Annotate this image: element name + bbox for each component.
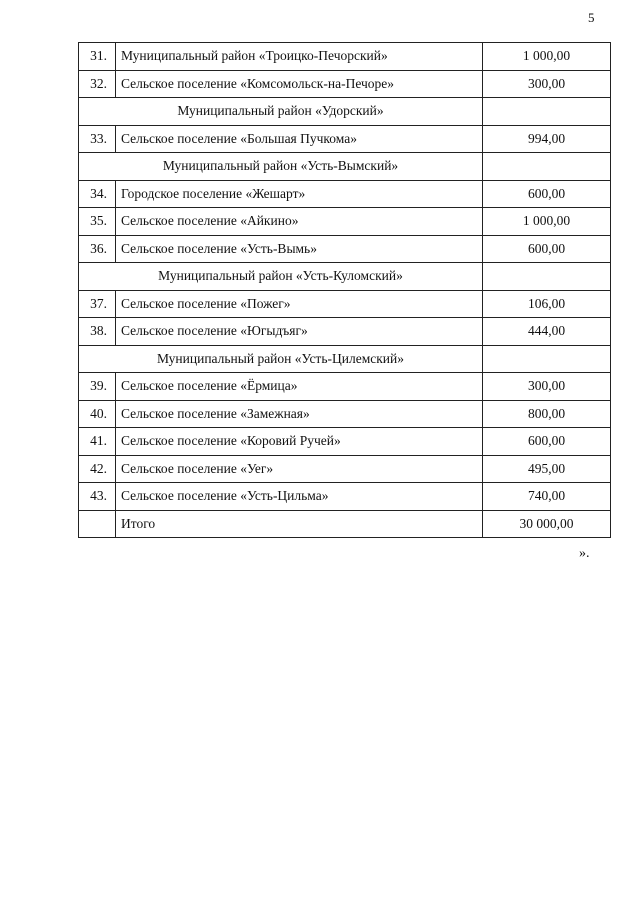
settlement-name: Сельское поселение «Усть-Вымь» [116, 235, 483, 263]
amount: 1 000,00 [483, 43, 611, 71]
amount: 300,00 [483, 70, 611, 98]
row-number [79, 510, 116, 538]
amount: 600,00 [483, 180, 611, 208]
settlement-name: Сельское поселение «Большая Пучкома» [116, 125, 483, 153]
amount: 495,00 [483, 455, 611, 483]
row-number: 33. [79, 125, 116, 153]
settlement-name: Городское поселение «Жешарт» [116, 180, 483, 208]
row-number: 39. [79, 373, 116, 401]
closing-quote-mark: ». [579, 546, 590, 561]
settlement-name: Сельское поселение «Комсомольск-на-Печоре» [116, 70, 483, 98]
district-value-empty [483, 263, 611, 291]
district-header-row [79, 98, 611, 126]
settlement-name: Сельское поселение «Коровий Ручей» [116, 428, 483, 456]
row-number: 37. [79, 290, 116, 318]
amount: 600,00 [483, 235, 611, 263]
amount: 800,00 [483, 400, 611, 428]
table-row [79, 208, 611, 236]
table-row [79, 290, 611, 318]
row-number: 35. [79, 208, 116, 236]
row-number: 40. [79, 400, 116, 428]
row-number: 42. [79, 455, 116, 483]
district-name: Муниципальный район «Усть-Цилемский» [79, 345, 483, 373]
amount: 1 000,00 [483, 208, 611, 236]
total-row [79, 510, 611, 538]
table-row [79, 125, 611, 153]
table-row [79, 483, 611, 511]
district-header-row [79, 153, 611, 181]
amount: 106,00 [483, 290, 611, 318]
table-row [79, 373, 611, 401]
row-number: 34. [79, 180, 116, 208]
table-row [79, 400, 611, 428]
table-row [79, 70, 611, 98]
settlement-name: Сельское поселение «Пожег» [116, 290, 483, 318]
amount: 300,00 [483, 373, 611, 401]
row-number: 43. [79, 483, 116, 511]
total-label: Итого [116, 510, 483, 538]
table-row [79, 43, 611, 71]
settlement-name: Сельское поселение «Ёрмица» [116, 373, 483, 401]
allocation-table [78, 42, 611, 538]
settlement-name: Сельское поселение «Усть-Цильма» [116, 483, 483, 511]
district-header-row [79, 263, 611, 291]
district-header-row [79, 345, 611, 373]
table-row [79, 318, 611, 346]
settlement-name: Сельское поселение «Замежная» [116, 400, 483, 428]
table-row [79, 180, 611, 208]
row-number: 41. [79, 428, 116, 456]
settlement-name: Муниципальный район «Троицко-Печорский» [116, 43, 483, 71]
district-name: Муниципальный район «Удорский» [79, 98, 483, 126]
row-number: 31. [79, 43, 116, 71]
district-value-empty [483, 153, 611, 181]
table-row [79, 428, 611, 456]
total-amount: 30 000,00 [483, 510, 611, 538]
row-number: 38. [79, 318, 116, 346]
amount: 994,00 [483, 125, 611, 153]
amount: 444,00 [483, 318, 611, 346]
page-number: 5 [588, 10, 595, 25]
amount: 600,00 [483, 428, 611, 456]
table-body [79, 43, 611, 538]
amount: 740,00 [483, 483, 611, 511]
row-number: 36. [79, 235, 116, 263]
settlement-name: Сельское поселение «Югыдъяг» [116, 318, 483, 346]
district-value-empty [483, 98, 611, 126]
table-row [79, 235, 611, 263]
settlement-name: Сельское поселение «Уег» [116, 455, 483, 483]
table-row [79, 455, 611, 483]
district-value-empty [483, 345, 611, 373]
row-number: 32. [79, 70, 116, 98]
district-name: Муниципальный район «Усть-Вымский» [79, 153, 483, 181]
settlement-name: Сельское поселение «Айкино» [116, 208, 483, 236]
district-name: Муниципальный район «Усть-Куломский» [79, 263, 483, 291]
